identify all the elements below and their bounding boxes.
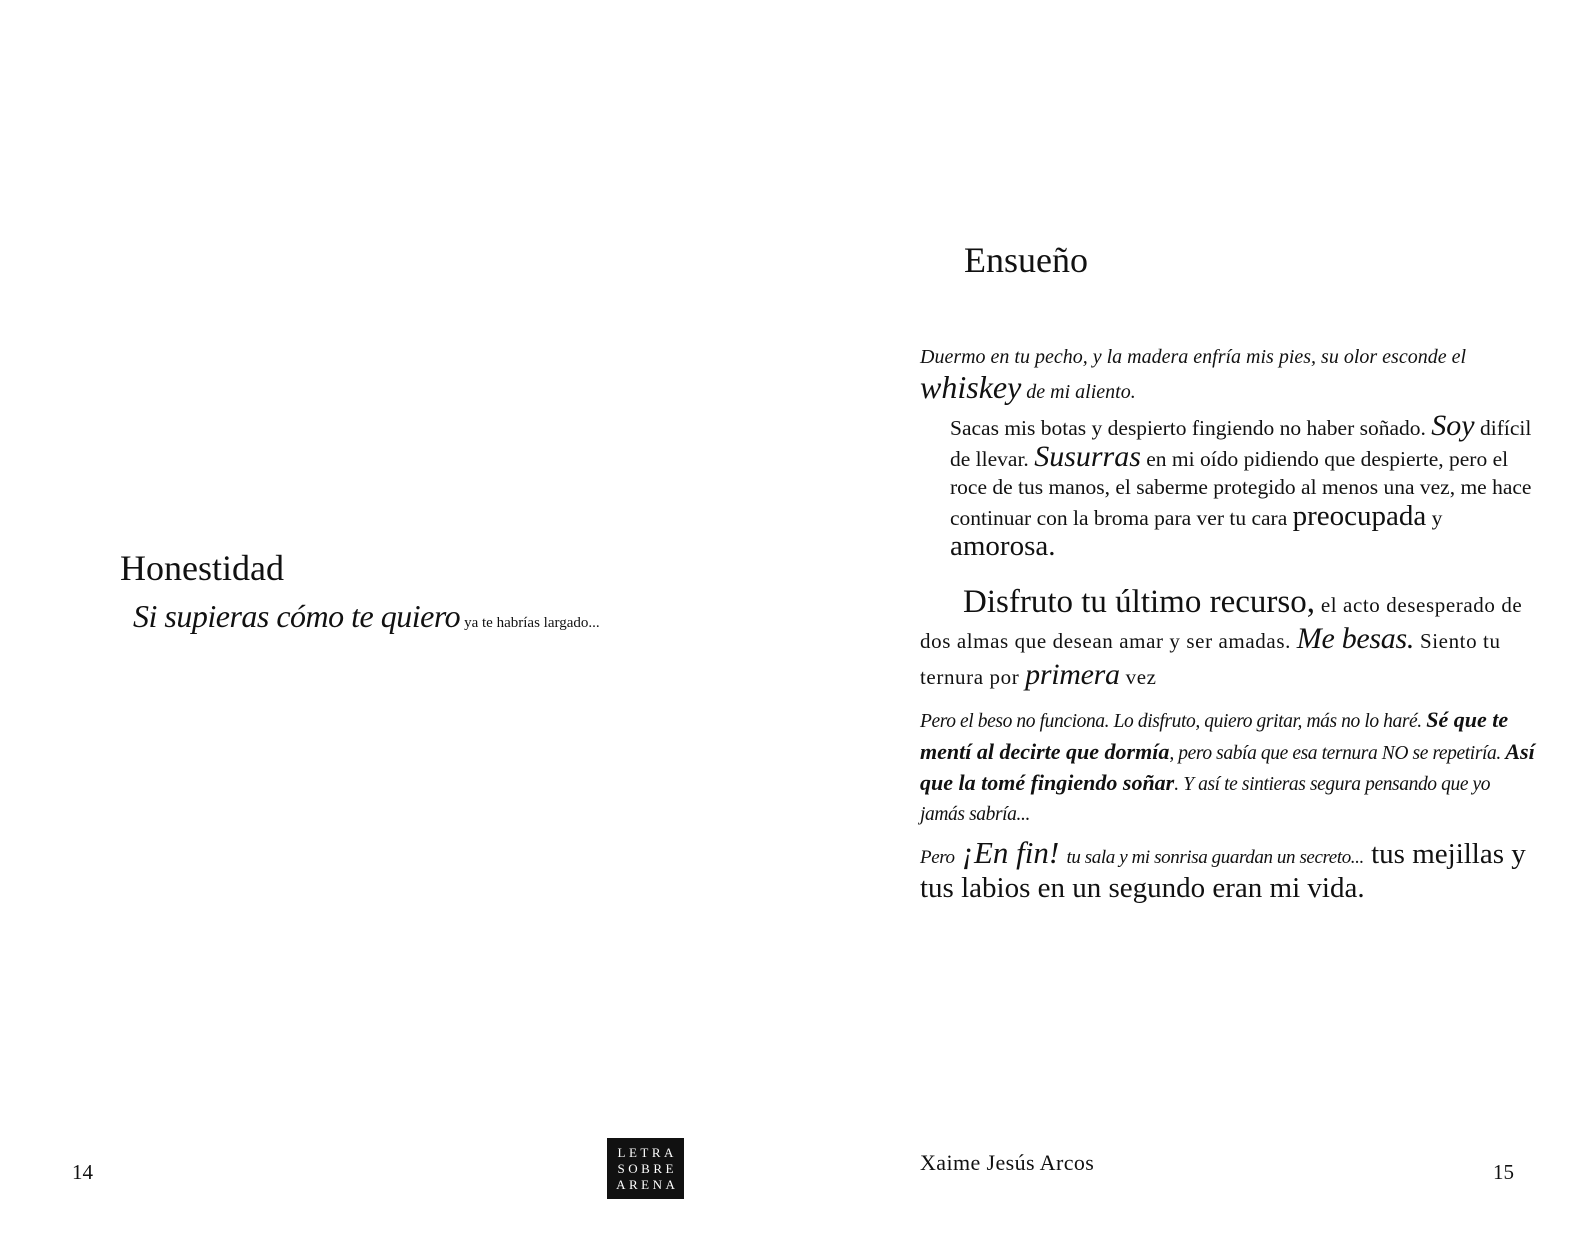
paragraph-4 [920,705,1535,829]
p2-text-a: Sacas mis botas y despierto fingiendo no haber soñado. [950,416,1426,440]
p4-text-c: , pero sabía que esa ternura NO se repetiría. [1169,742,1501,764]
p2-text-b: Soy [1431,409,1475,442]
p3-text-b: el acto desesperado de dos almas que desean amar y ser amadas. [920,593,1523,653]
p1-text-b: whiskey [920,369,1022,405]
p4-text-a: Pero el beso no funciona. Lo disfruto, quiero gritar, más no lo haré. [920,711,1422,732]
p3-text-d: Siento tu ternura por [920,629,1501,689]
p3-text-c: Me besas. [1296,622,1415,655]
poem-italic-phrase: Si supieras cómo te quiero [133,598,461,634]
p2-text-d: Susurras [1034,439,1141,473]
p3-text-f: vez [1125,665,1157,689]
paragraph-5 [920,835,1535,904]
p2-text-f: preocupada [1292,499,1427,532]
logo-line-1: LETRA [617,1144,677,1160]
p1-text-c: de mi aliento. [1026,381,1136,403]
p1-text-a: Duermo en tu pecho, y la madera enfría mis pies, su olor esconde el [920,346,1467,368]
paragraph-1 [920,342,1535,407]
page-title-ensueno: Ensueño [964,240,1088,280]
p2-text-e: en mi oído pidiendo que despierte, pero el roce de tus manos, el saberme protegido al menos una vez, me hace continuar con la broma para ver tu cara [950,446,1532,530]
p2-text-h: amorosa. [950,530,1056,562]
page-number-right: 15 [1493,1160,1514,1184]
p5-text-b: ¡En fin! [961,835,1060,870]
p5-text-c: tu sala y mi sonrisa guardan un secreto... [1066,847,1364,868]
p4-text-d: Así que la tomé fingiendo soñar [920,738,1535,795]
publisher-logo [607,1138,684,1199]
p5-text-d: tus mejillas y tus labios en un segundo eran mi vida. [920,838,1526,904]
paragraph-3 [920,586,1535,694]
p4-text-e: . Y así te sintieras segura pensando que yo jamás sabría... [920,774,1491,825]
p2-text-c: difícil de llevar. [950,416,1532,471]
p3-text-e: primera [1025,658,1120,691]
p4-text-b: Sé que te mentí al decirte que dormía [920,707,1509,764]
poem-honestidad [133,598,600,641]
poem-small-phrase: ya te habrías largado... [464,615,600,631]
logo-line-2: SOBRE [617,1160,677,1176]
p3-text-a: Disfruto tu último recurso, [963,584,1315,620]
logo-line-3: ARENA [616,1176,679,1192]
author-name: Xaime Jesús Arcos [920,1150,1095,1175]
p2-text-g: y [1431,505,1443,530]
paragraph-2 [950,409,1540,563]
p5-text-a: Pero [920,847,955,868]
page-title-honestidad: Honestidad [120,548,284,588]
page-number-left: 14 [72,1160,93,1184]
